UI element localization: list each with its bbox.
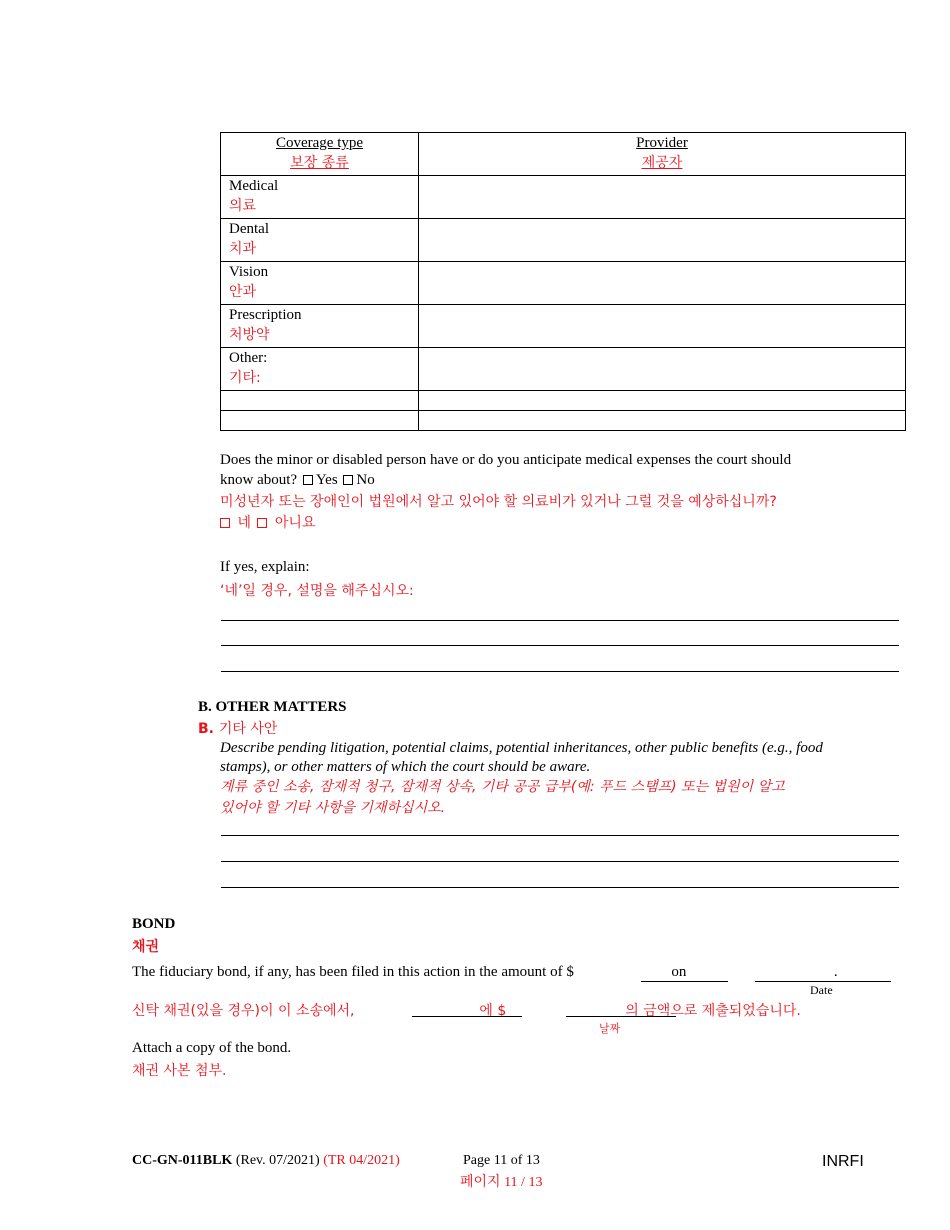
other-matters-desc-line-2: stamps), or other matters of which the court should be aware. <box>220 759 591 775</box>
coverage-row-label: Prescription <box>229 307 302 323</box>
coverage-row-label-ko: 처방약 <box>229 327 270 343</box>
coverage-row-vision <box>221 262 906 305</box>
yes-checkbox-ko[interactable] <box>220 518 230 528</box>
coverage-row-medical <box>221 176 906 219</box>
other-matters-heading-ko <box>198 718 277 738</box>
coverage-row-other <box>221 348 906 391</box>
other-matters-desc <box>220 739 823 777</box>
coverage-row-label: Dental <box>229 221 269 237</box>
explain-label: If yes, explain: <box>220 559 310 575</box>
medical-question-line-2 <box>220 470 791 490</box>
coverage-cell-blank[interactable] <box>221 411 419 431</box>
footer-page-number: Page 11 of 13 <box>463 1153 540 1168</box>
coverage-row-label: Other: <box>229 350 268 366</box>
bond-amount-field[interactable] <box>641 981 728 982</box>
provider-cell-other[interactable] <box>419 348 906 391</box>
bond-amount-text: The fiduciary bond, if any, has been filed in this action in the amount of $ <box>132 964 574 980</box>
coverage-row-label-ko: 의료 <box>229 198 257 214</box>
bond-amount-text-ko-b: 에 $ <box>479 1003 507 1019</box>
no-checkbox[interactable] <box>343 475 353 485</box>
bond-heading: BOND <box>132 916 176 932</box>
coverage-row-label-ko: 치과 <box>229 241 257 257</box>
attach-bond-text-ko: 채권 사본 첨부. <box>132 1063 227 1079</box>
coverage-row-blank-2 <box>221 411 906 431</box>
other-matters-title-ko: 기타 사안 <box>218 721 278 737</box>
bond-date-label: Date <box>810 983 833 997</box>
bond-period: . <box>833 964 838 980</box>
footer-page-number-ko: 페이지 11 / 13 <box>460 1175 543 1190</box>
explain-line-2[interactable] <box>221 645 899 646</box>
bond-amount-field-ko[interactable] <box>566 1016 676 1017</box>
no-label-ko: 아니요 <box>274 515 316 531</box>
coverage-table <box>220 132 906 431</box>
bond-heading-ko: 채권 <box>132 939 160 955</box>
footer-form-info <box>132 1153 400 1169</box>
coverage-type-label-ko: 보장 종류 <box>290 155 349 171</box>
coverage-row-dental <box>221 219 906 262</box>
provider-header <box>419 133 906 176</box>
other-matters-line-1[interactable] <box>221 835 899 836</box>
provider-cell-medical[interactable] <box>419 176 906 219</box>
provider-cell-blank[interactable] <box>419 411 906 431</box>
coverage-row-prescription <box>221 305 906 348</box>
footer-translation-rev: (TR 04/2021) <box>323 1153 400 1168</box>
bond-date-label-ko: 날짜 <box>599 1022 621 1035</box>
medical-question-ko <box>220 492 777 534</box>
provider-label: Provider <box>636 135 688 151</box>
medical-question <box>220 450 791 490</box>
coverage-cell-blank[interactable] <box>221 391 419 411</box>
bond-date-field-ko[interactable] <box>412 1016 522 1017</box>
provider-cell-vision[interactable] <box>419 262 906 305</box>
yes-checkbox[interactable] <box>303 475 313 485</box>
other-matters-desc-ko-line-2: 있어야 할 기타 사항을 기재하십시오. <box>220 800 446 816</box>
other-matters-line-2[interactable] <box>221 861 899 862</box>
coverage-type-label: Coverage type <box>275 135 364 151</box>
provider-cell-blank[interactable] <box>419 391 906 411</box>
explain-line-1[interactable] <box>221 620 899 621</box>
medical-question-text: know about? <box>220 472 298 488</box>
yes-label: Yes <box>315 472 338 488</box>
no-checkbox-ko[interactable] <box>257 518 267 528</box>
provider-label-ko: 제공자 <box>641 155 683 171</box>
no-label: No <box>356 472 375 488</box>
other-matters-desc-ko <box>220 777 785 819</box>
provider-cell-dental[interactable] <box>419 219 906 262</box>
bond-amount-line-ko <box>132 1000 801 1020</box>
medical-question-line-1: Does the minor or disabled person have or do you anticipate medical expenses the court should <box>220 452 792 468</box>
bond-amount-text-ko-a: 신탁 채권(있을 경우)이 이 소송에서, <box>132 1003 355 1019</box>
bond-amount-text-ko-c: 의 금액으로 제출되었습니다. <box>625 1003 801 1019</box>
other-matters-letter-ko: B. <box>198 721 214 737</box>
other-matters-line-3[interactable] <box>221 887 899 888</box>
coverage-row-label: Vision <box>229 264 269 280</box>
bond-date-field[interactable] <box>755 981 891 982</box>
footer-form-id: CC-GN-011BLK <box>132 1153 233 1168</box>
medical-question-ko-text: 미성년자 또는 장애인이 법원에서 알고 있어야 할 의료비가 있거나 그럴 것을 예상하십니까? <box>220 494 777 510</box>
footer-revision: (Rev. 07/2021) <box>235 1153 320 1168</box>
medical-options-ko <box>220 513 777 534</box>
other-matters-desc-ko-line-1: 계류 중인 소송, 잠재적 청구, 잠재적 상속, 기타 공공 급부(예: 푸드 스탬프) 또는 법원이 알고 <box>220 779 785 795</box>
coverage-type-header <box>221 133 419 176</box>
explain-line-3[interactable] <box>221 671 899 672</box>
explain-label-ko: ‘네’일 경우, 설명을 해주십시오: <box>220 583 414 599</box>
coverage-row-blank-1 <box>221 391 906 411</box>
other-matters-heading: B. OTHER MATTERS <box>198 699 347 715</box>
footer-form-code: INRFI <box>822 1153 864 1170</box>
yes-label-ko: 네 <box>237 515 251 531</box>
coverage-row-label: Medical <box>229 178 279 194</box>
coverage-row-label-ko: 기타: <box>229 370 261 386</box>
bond-on-text: on <box>671 964 687 980</box>
attach-bond-text: Attach a copy of the bond. <box>132 1040 292 1056</box>
other-matters-desc-line-1: Describe pending litigation, potential claims, potential inheritances, other public benefits (e.g., food <box>220 740 823 756</box>
bond-amount-line <box>132 964 838 981</box>
coverage-row-label-ko: 안과 <box>229 284 257 300</box>
provider-cell-prescription[interactable] <box>419 305 906 348</box>
